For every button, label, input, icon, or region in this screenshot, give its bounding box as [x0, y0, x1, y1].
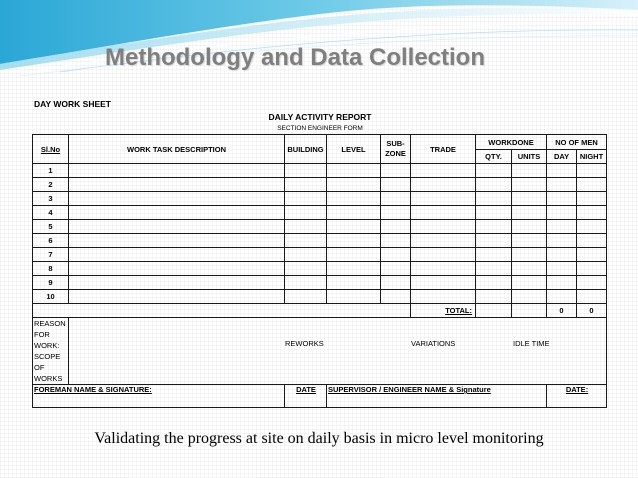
- units-cell[interactable]: [512, 164, 547, 178]
- row-number: 5: [33, 220, 69, 234]
- qty-cell[interactable]: [476, 164, 512, 178]
- day-cell[interactable]: [547, 248, 577, 262]
- sub-zone-cell[interactable]: [381, 192, 411, 206]
- trade-cell[interactable]: [411, 164, 476, 178]
- units-cell[interactable]: [512, 192, 547, 206]
- sub-zone-cell[interactable]: [381, 276, 411, 290]
- task-cell[interactable]: [69, 164, 285, 178]
- task-cell[interactable]: [69, 262, 285, 276]
- table-row: [33, 178, 607, 192]
- units-cell[interactable]: [512, 220, 547, 234]
- night-cell[interactable]: [577, 178, 607, 192]
- trade-cell[interactable]: [411, 206, 476, 220]
- total-qty-cell[interactable]: [476, 304, 512, 318]
- table-row: [33, 192, 607, 206]
- table-row: [33, 276, 607, 290]
- variations-label: VARIATIONS: [411, 339, 456, 348]
- night-cell[interactable]: [577, 220, 607, 234]
- sub-zone-cell[interactable]: [381, 248, 411, 262]
- sub-zone-cell[interactable]: [381, 290, 411, 304]
- units-cell[interactable]: [512, 206, 547, 220]
- header-trade: TRADE: [411, 135, 476, 164]
- units-cell[interactable]: [512, 234, 547, 248]
- night-cell[interactable]: [577, 206, 607, 220]
- qty-cell[interactable]: [476, 206, 512, 220]
- reason-row: [33, 318, 607, 385]
- level-cell[interactable]: [327, 262, 381, 276]
- units-cell[interactable]: [512, 178, 547, 192]
- reworks-label: REWORKS: [285, 339, 324, 348]
- building-cell[interactable]: [285, 164, 327, 178]
- level-cell[interactable]: [327, 206, 381, 220]
- row-number: 6: [33, 234, 69, 248]
- task-cell[interactable]: [69, 234, 285, 248]
- day-cell[interactable]: [547, 206, 577, 220]
- foreman-signature-cell[interactable]: FOREMAN NAME & SIGNATURE:: [33, 385, 285, 408]
- day-cell[interactable]: [547, 262, 577, 276]
- supervisor-signature-cell[interactable]: SUPERVISOR / ENGINEER NAME & Signature: [327, 385, 547, 408]
- qty-cell[interactable]: [476, 220, 512, 234]
- trade-cell[interactable]: [411, 276, 476, 290]
- header-task-description: WORK TASK DESCRIPTION: [69, 135, 285, 164]
- task-cell[interactable]: [69, 206, 285, 220]
- trade-cell[interactable]: [411, 178, 476, 192]
- total-row: [33, 304, 607, 318]
- building-cell[interactable]: [285, 220, 327, 234]
- task-cell[interactable]: [69, 248, 285, 262]
- day-cell[interactable]: [547, 234, 577, 248]
- sub-zone-cell[interactable]: [381, 178, 411, 192]
- sub-zone-cell[interactable]: [381, 164, 411, 178]
- report-title: DAILY ACTIVITY REPORT: [268, 112, 372, 122]
- task-cell[interactable]: [69, 276, 285, 290]
- task-cell[interactable]: [69, 220, 285, 234]
- night-cell[interactable]: [577, 248, 607, 262]
- table-row: [33, 262, 607, 276]
- trade-cell[interactable]: [411, 248, 476, 262]
- header-sub-zone: SUB- ZONE: [381, 135, 411, 164]
- total-night-value: 0: [577, 304, 607, 318]
- night-cell[interactable]: [577, 164, 607, 178]
- row-number: 1: [33, 164, 69, 178]
- total-day-value: 0: [547, 304, 577, 318]
- row-number: 7: [33, 248, 69, 262]
- slide-caption: Validating the progress at site on daily basis in micro level monitoring: [94, 430, 544, 447]
- qty-cell[interactable]: [476, 178, 512, 192]
- total-label: TOTAL:: [411, 304, 476, 318]
- night-cell[interactable]: [577, 262, 607, 276]
- table-row: [33, 164, 607, 178]
- level-cell[interactable]: [327, 248, 381, 262]
- header-no-of-men: NO OF MEN: [547, 135, 607, 150]
- table-row: [33, 248, 607, 262]
- sub-zone-cell[interactable]: [381, 234, 411, 248]
- total-spacer: [33, 304, 411, 318]
- idle-time-label: IDLE TIME: [513, 339, 550, 348]
- qty-cell[interactable]: [476, 192, 512, 206]
- table-row: [33, 220, 607, 234]
- trade-cell[interactable]: [411, 220, 476, 234]
- row-number: 2: [33, 178, 69, 192]
- level-cell[interactable]: [327, 178, 381, 192]
- building-cell[interactable]: [285, 262, 327, 276]
- building-cell[interactable]: [285, 290, 327, 304]
- sub-zone-cell[interactable]: [381, 262, 411, 276]
- day-cell[interactable]: [547, 164, 577, 178]
- day-cell[interactable]: [547, 290, 577, 304]
- header-building: BUILDING: [285, 135, 327, 164]
- level-cell[interactable]: [327, 164, 381, 178]
- table-row: [33, 234, 607, 248]
- trade-cell[interactable]: [411, 262, 476, 276]
- qty-cell[interactable]: [476, 290, 512, 304]
- header-workdone: WORKDONE: [476, 135, 547, 150]
- signature-row: [33, 385, 607, 408]
- daily-activity-table: [32, 134, 607, 408]
- header-sl-no: Sl.No: [33, 135, 69, 164]
- slide-title: Methodology and Data Collection: [104, 44, 485, 71]
- task-cell[interactable]: [69, 192, 285, 206]
- row-number: 10: [33, 290, 69, 304]
- header-day: DAY: [547, 150, 577, 164]
- building-cell[interactable]: [285, 234, 327, 248]
- reason-for-work-label: REASON FOR WORK: SCOPE OF WORKS: [33, 318, 69, 385]
- level-cell[interactable]: [327, 220, 381, 234]
- table-row: [33, 290, 607, 304]
- day-cell[interactable]: [547, 192, 577, 206]
- trade-cell[interactable]: [411, 290, 476, 304]
- night-cell[interactable]: [577, 276, 607, 290]
- building-cell[interactable]: [285, 206, 327, 220]
- table-row: [33, 206, 607, 220]
- header-units: UNITS: [512, 150, 547, 164]
- building-cell[interactable]: [285, 192, 327, 206]
- header-night: NIGHT: [577, 150, 607, 164]
- building-cell[interactable]: [285, 178, 327, 192]
- row-number: 8: [33, 262, 69, 276]
- report-subtitle: SECTION ENGINEER FORM: [277, 125, 363, 132]
- level-cell[interactable]: [327, 192, 381, 206]
- row-number: 3: [33, 192, 69, 206]
- total-units-cell[interactable]: [512, 304, 547, 318]
- building-cell[interactable]: [285, 248, 327, 262]
- row-number: 9: [33, 276, 69, 290]
- header-level: LEVEL: [327, 135, 381, 164]
- header-qty: QTY.: [476, 150, 512, 164]
- qty-cell[interactable]: [476, 276, 512, 290]
- day-cell[interactable]: [547, 276, 577, 290]
- sub-zone-cell[interactable]: [381, 220, 411, 234]
- reason-options-cell: [69, 318, 607, 385]
- date2-cell[interactable]: DATE:: [547, 385, 607, 408]
- date-cell[interactable]: DATE: [285, 385, 327, 408]
- day-cell[interactable]: [547, 178, 577, 192]
- qty-cell[interactable]: [476, 248, 512, 262]
- task-cell[interactable]: [69, 178, 285, 192]
- units-cell[interactable]: [512, 262, 547, 276]
- night-cell[interactable]: [577, 192, 607, 206]
- level-cell[interactable]: [327, 290, 381, 304]
- qty-cell[interactable]: [476, 234, 512, 248]
- level-cell[interactable]: [327, 276, 381, 290]
- level-cell[interactable]: [327, 234, 381, 248]
- units-cell[interactable]: [512, 248, 547, 262]
- qty-cell[interactable]: [476, 262, 512, 276]
- task-cell[interactable]: [69, 290, 285, 304]
- sheet-label: DAY WORK SHEET: [34, 99, 111, 109]
- night-cell[interactable]: [577, 290, 607, 304]
- trade-cell[interactable]: [411, 234, 476, 248]
- sub-zone-cell[interactable]: [381, 206, 411, 220]
- day-cell[interactable]: [547, 220, 577, 234]
- trade-cell[interactable]: [411, 192, 476, 206]
- row-number: 4: [33, 206, 69, 220]
- units-cell[interactable]: [512, 290, 547, 304]
- building-cell[interactable]: [285, 276, 327, 290]
- night-cell[interactable]: [577, 234, 607, 248]
- units-cell[interactable]: [512, 276, 547, 290]
